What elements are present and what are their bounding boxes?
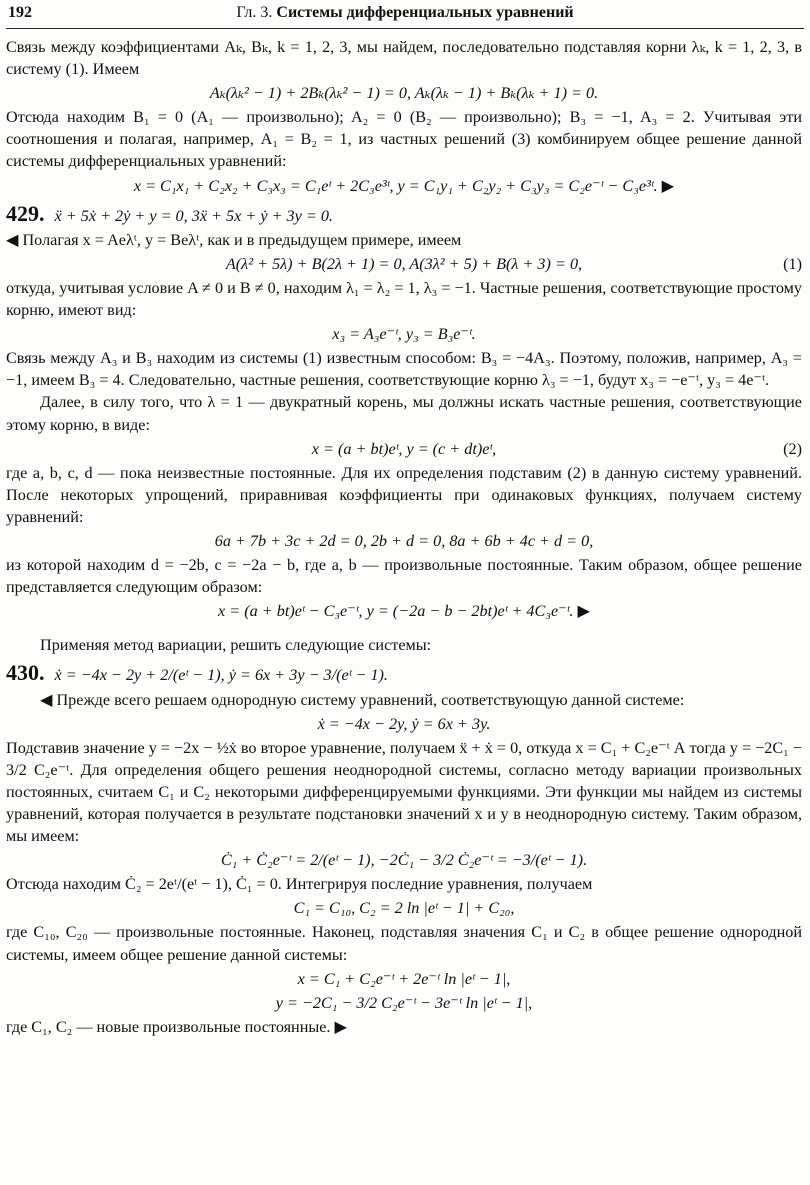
paragraph: Отсюда находим Ċ₂ = 2eᵗ/(eᵗ − 1), Ċ₁ = 0. Интегрируя последние уравнения, получаем — [6, 875, 593, 894]
chapter-label: Гл. 3. — [236, 4, 273, 21]
problem-429 — [6, 200, 802, 227]
equation: x = C₁ + C₂e⁻ᵗ + 2e⁻ᵗ ln |eᵗ − 1|, — [297, 969, 511, 988]
equation — [6, 438, 802, 460]
paragraph: ◀ Полагая x = Aeλᵗ, y = Beλᵗ, как и в предыдущем примере, имеем — [6, 230, 462, 249]
equation: y = −2C₁ − 3/2 C₂e⁻ᵗ − 3e⁻ᵗ ln |eᵗ − 1|, — [275, 993, 533, 1012]
chapter-title: Системы дифференциальных уравнений — [276, 4, 574, 21]
problem-number: 430. — [6, 660, 45, 686]
equation: Aₖ(λₖ² − 1) + 2Bₖ(λₖ² − 1) = 0, Aₖ(λₖ − 1) + Bₖ(λₖ + 1) = 0. — [209, 84, 599, 103]
page-header — [8, 4, 802, 26]
paragraph: Применяя метод вариации, решить следующие системы: — [40, 636, 432, 655]
running-head — [8, 4, 802, 22]
problem-equation: ẋ = −4x − 2y + 2/(eᵗ − 1), ẏ = 6x + 3y − 3/(eᵗ − 1). — [54, 666, 388, 685]
equation: C₁ = C₁₀, C₂ = 2 ln |eᵗ − 1| + C₂₀, — [293, 899, 515, 918]
paragraph: ◀ Прежде всего решаем однородную систему уравнений, соответствующую данной системе: — [40, 690, 685, 709]
paragraph: Связь между A₃ и B₃ находим из системы (1) известным способом: B₃ = −4A₃. Поэтому, положив, например, A₃ = −1, имеем B₃ = 4. Следовательно, частные решения, соответствующие корню λ₃ = −1, будут x₃ = −e⁻ᵗ, y₃ = 4e⁻ᵗ. — [6, 349, 802, 390]
paragraph: Далее, в силу того, что λ = 1 — двукратный корень, мы должны искать частные решения, соответствующие этому корню, в виде: — [6, 393, 802, 434]
equation: Ċ₁ + Ċ₂e⁻ᵗ = 2/(eᵗ − 1), −2Ċ₁ − 3/2 Ċ₂e⁻ᵗ = −3/(eᵗ − 1). — [220, 851, 588, 870]
paragraph: Отсюда находим B₁ = 0 (A₁ — произвольно); A₂ = 0 (B₂ — произвольно); B₃ = −1, A₃ = 2. Учитывая эти соотношения и полагая, например, A₁ = B₂ = 1, из частных решений (3) комбинируем общее решение данной системы дифференциальных уравнений: — [6, 108, 802, 171]
paragraph: из которой находим d = −2b, c = −2a − b, где a, b — произвольные постоянные. Таким образом, общее решение представляется следующим образом: — [6, 556, 802, 597]
paragraph: Подставив значение y = −2x − ½ẋ во второе уравнение, получаем ẍ + ẋ = 0, откуда x = C₁ + C₂e⁻ᵗ А тогда y = −2C₁ − 3/2 C₂e⁻ᵗ. Для определения общего решения неоднородной системы, согласно методу вариации произвольных постоянных, считаем C₁ и C₂ некоторыми дифференцируемыми функциями. Эти функции мы найдем из системы уравнений, которая получается в результате подстановки значений x и y в неоднородную систему. Таким образом, мы имеем: — [6, 738, 802, 846]
equation: x = C₁x₁ + C₂x₂ + C₃x₃ = C₁eᵗ + 2C₃e³ᵗ, y = C₁y₁ + C₂y₂ + C₃y₃ = C₂e⁻ᵗ − C₃e³ᵗ. ▶ — [133, 176, 675, 195]
equation-number: (1) — [783, 254, 802, 273]
header-rule — [6, 28, 804, 29]
equation-number: (2) — [783, 439, 802, 458]
equation: x = (a + bt)eᵗ − C₃e⁻ᵗ, y = (−2a − b − 2bt)eᵗ + 4C₃e⁻ᵗ. ▶ — [218, 602, 590, 621]
equation: 6a + 7b + 3c + 2d = 0, 2b + d = 0, 8a + 6b + 4c + d = 0, — [214, 531, 594, 550]
paragraph: Связь между коэффициентами Aₖ, Bₖ, k = 1, 2, 3, мы найдем, последовательно подставляя корни λₖ, k = 1, 2, 3, в систему (1). Имеем — [6, 38, 802, 79]
paragraph: откуда, учитывая условие A ≠ 0 и B ≠ 0, находим λ₁ = λ₂ = 1, λ₃ = −1. Частные решения, соответствующие простому корню, имеют вид: — [6, 278, 802, 320]
equation — [6, 253, 802, 275]
page-number: 192 — [8, 4, 32, 21]
paragraph: где C₁₀, C₂₀ — произвольные постоянные. Наконец, подставляя значения C₁ и C₂ в общее решение однородной системы, имеем общее решение данной системы: — [6, 923, 802, 964]
problem-430 — [6, 662, 802, 686]
problem-equation: ẍ + 5ẋ + 2ẏ + y = 0, 3ẍ + 5x + ẏ + 3y = 0. — [54, 206, 333, 225]
equation: ẋ = −4x − 2y, ẏ = 6x + 3y. — [317, 714, 491, 733]
page-body — [6, 36, 802, 1038]
equation: x₃ = A₃e⁻ᵗ, y₃ = B₃e⁻ᵗ. — [332, 325, 476, 344]
paragraph: где a, b, c, d — пока неизвестные постоянные. Для их определения подставим (2) в данную систему уравнений. После некоторых упрощений, приравнивая коэффициенты при одинаковых функциях, получаем систему уравнений: — [6, 463, 802, 526]
equation-text: x = (a + bt)eᵗ, y = (c + dt)eᵗ, — [311, 439, 497, 458]
equation-text: A(λ² + 5λ) + B(2λ + 1) = 0, A(3λ² + 5) + B(λ + 3) = 0, — [225, 254, 583, 273]
problem-number: 429. — [6, 200, 45, 226]
paragraph: где C₁, C₂ — новые произвольные постоянные. ▶ — [6, 1017, 347, 1036]
